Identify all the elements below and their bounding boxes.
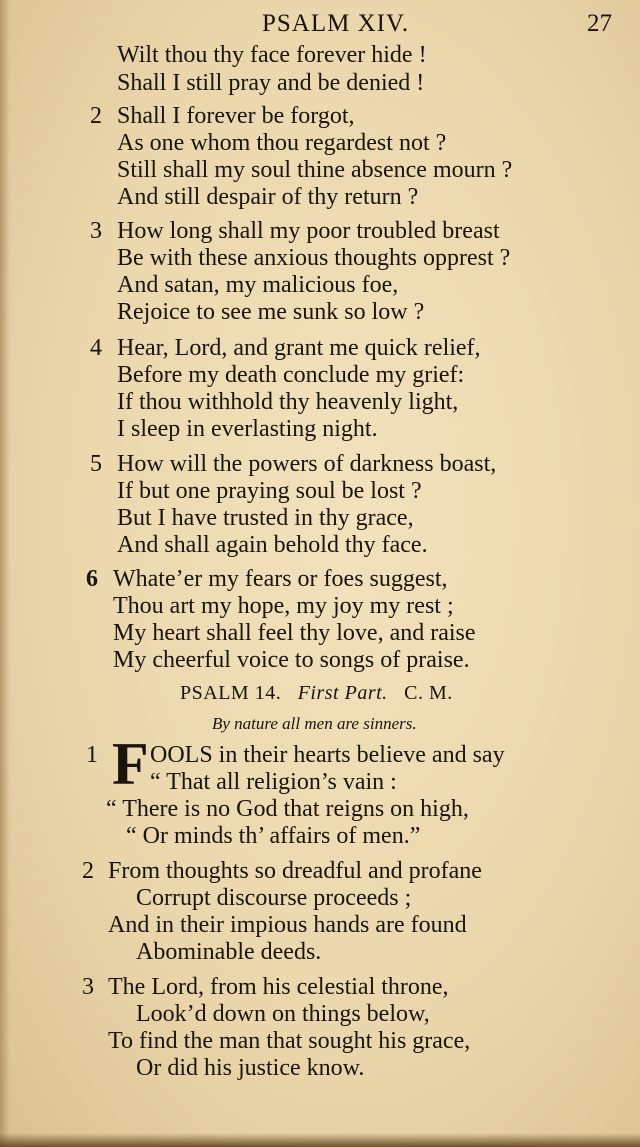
verse-line: From thoughts so dreadful and profane [108, 858, 482, 884]
stanza-number: 3 [90, 218, 102, 244]
stanza-number: 3 [82, 974, 94, 1000]
verse-line: OOLS in their hearts believe and say [150, 742, 505, 768]
verse-line: And still despair of thy return ? [117, 184, 419, 210]
section-heading [180, 682, 453, 705]
verse-line: Whate’er my fears or foes suggest, [113, 566, 448, 592]
verse-line: And shall again behold thy face. [117, 532, 428, 558]
verse-line: Abominable deeds. [136, 939, 322, 965]
drop-cap: F [112, 731, 149, 797]
stanza-number: 4 [90, 335, 102, 361]
verse-line: How will the powers of darkness boast, [117, 451, 497, 477]
verse-line: Or did his justice know. [136, 1055, 365, 1081]
stanza-number: 2 [82, 858, 94, 884]
verse-line: But I have trusted in thy grace, [117, 505, 414, 531]
running-title: PSALM XIV. [262, 10, 410, 37]
verse-line: As one whom thou regardest not ? [117, 130, 447, 156]
stanza-number: 5 [90, 451, 102, 477]
section-part: First Part. [297, 682, 388, 704]
page-edge-shadow [0, 0, 10, 1147]
section-meter: C. M. [404, 682, 453, 704]
verse-line: “ There is no God that reigns on high, [106, 796, 469, 822]
verse-line: Hear, Lord, and grant me quick relief, [117, 335, 481, 361]
verse-line: Look’d down on things below, [136, 1001, 430, 1027]
verse-line: And satan, my malicious foe, [117, 272, 399, 298]
verse-line: To find the man that sought his grace, [108, 1028, 471, 1054]
verse-line: “ That all religion’s vain : [150, 769, 397, 795]
stanza-number: 2 [90, 103, 102, 129]
verse-line: Rejoice to see me sunk so low ? [117, 299, 425, 325]
verse-line: Corrupt discourse proceeds ; [136, 885, 412, 911]
running-header [0, 6, 640, 40]
verse-line: My cheerful voice to songs of praise. [113, 647, 470, 673]
section-subtitle: By nature all men are sinners. [212, 714, 417, 733]
verse-line: Be with these anxious thoughts opprest ? [117, 245, 511, 271]
verse-line: Still shall my soul thine absence mourn ? [117, 157, 513, 183]
verse-line: “ Or minds th’ affairs of men.” [126, 823, 421, 849]
verse-line: My heart shall feel thy love, and raise [113, 620, 476, 646]
verse-line: And in their impious hands are found [108, 912, 467, 938]
verse-line: Wilt thou thy face forever hide ! [117, 42, 427, 68]
section-psalm: PSALM 14. [180, 682, 282, 704]
verse-line: I sleep in everlasting night. [117, 416, 378, 442]
page-number: 27 [587, 10, 612, 37]
verse-line: If thou withhold thy heavenly light, [117, 389, 459, 415]
page-bottom-edge [0, 1133, 640, 1147]
verse-line: Thou art my hope, my joy my rest ; [113, 593, 454, 619]
stanza-number: 1 [86, 742, 98, 768]
verse-line: Before my death conclude my grief: [117, 362, 465, 388]
verse-line: If but one praying soul be lost ? [117, 478, 422, 504]
verse-line: How long shall my poor troubled breast [117, 218, 500, 244]
stanza-number: 6 [86, 566, 98, 592]
verse-line: Shall I forever be forgot, [117, 103, 355, 129]
verse-line: The Lord, from his celestial throne, [108, 974, 449, 1000]
verse-line: Shall I still pray and be denied ! [117, 70, 425, 96]
